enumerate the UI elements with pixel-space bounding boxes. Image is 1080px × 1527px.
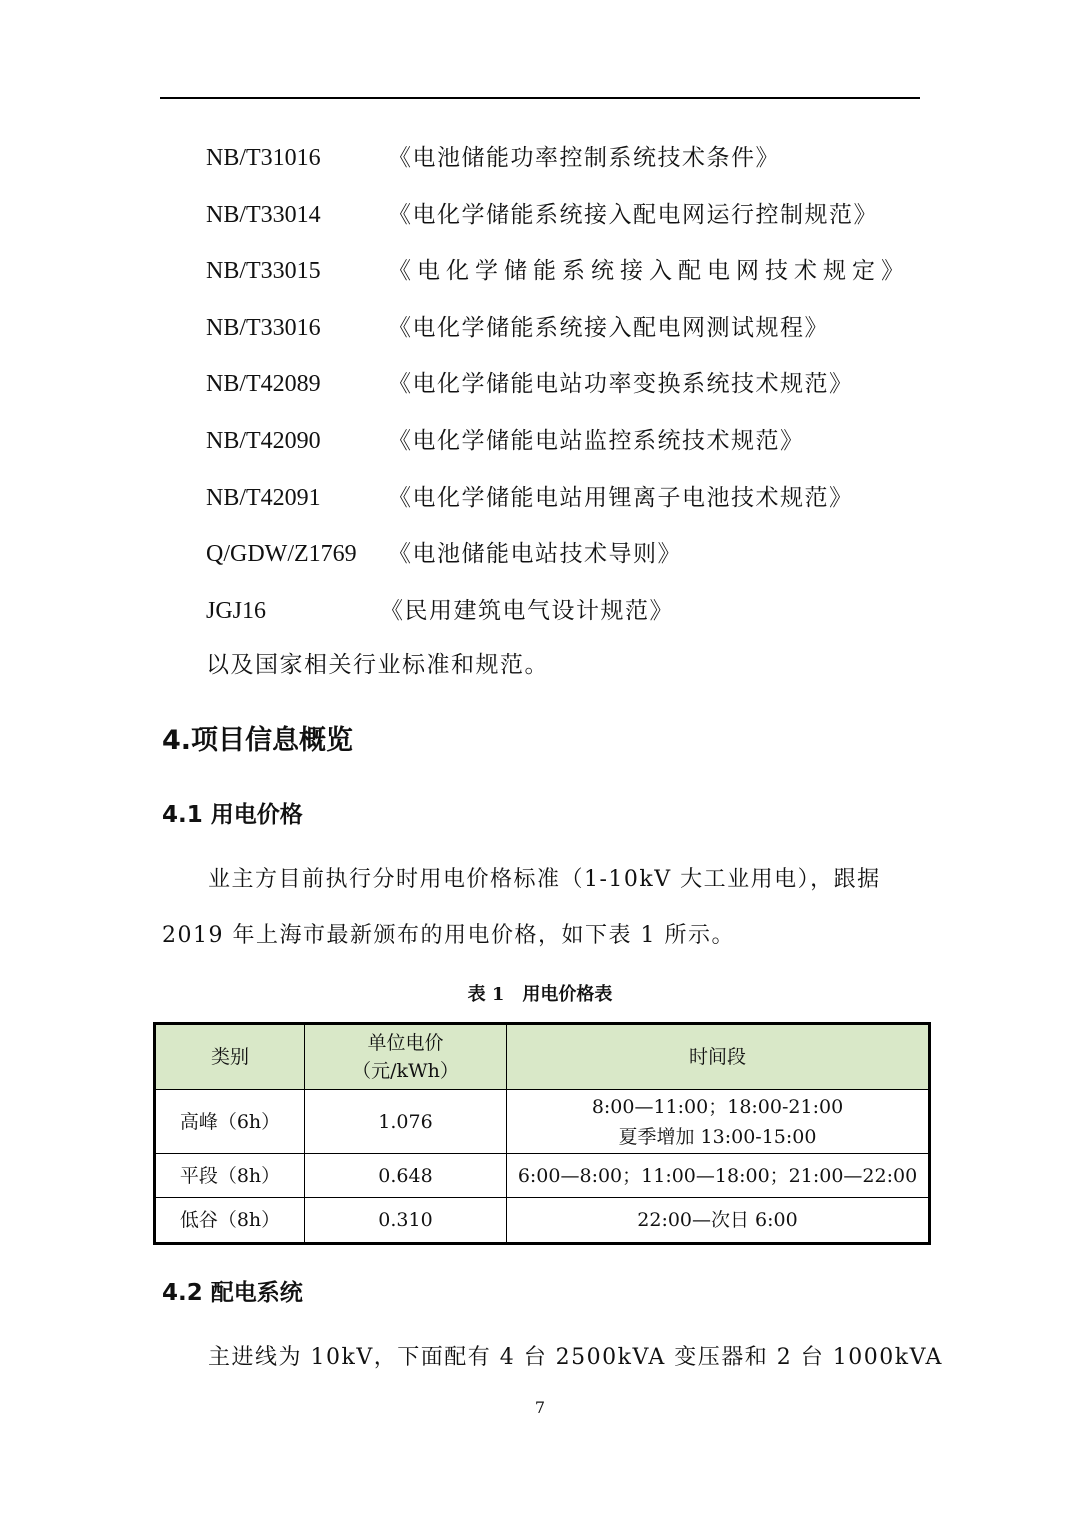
page-number: 7 [534, 1398, 546, 1417]
standard-item [206, 532, 926, 589]
header-category: 类别 [155, 1024, 305, 1090]
standard-title: 《电化学储能电站监控系统技术规范》 [388, 427, 805, 454]
standard-title: 《民用建筑电气设计规范》 [380, 597, 674, 624]
cell-category: 高峰（6h） [155, 1090, 305, 1154]
standard-title: 《电池储能功率控制系统技术条件》 [388, 145, 780, 171]
cell-category: 平段（8h） [155, 1154, 305, 1198]
standard-item [206, 362, 926, 419]
section-heading: 4.项目信息概览 [162, 725, 354, 756]
header-period: 时间段 [507, 1024, 930, 1090]
standard-code: NB/T42090 [206, 427, 321, 454]
standard-title: 《电池储能电站技术导则》 [388, 541, 682, 568]
header-rule [160, 97, 920, 99]
table-header-row [155, 1024, 930, 1090]
standard-code: NB/T42089 [206, 371, 321, 398]
cell-period: 22:00—次日 6:00 [507, 1198, 930, 1244]
standard-code: JGJ16 [206, 597, 267, 624]
standard-title: 《电化学储能系统接入配电网测试规程》 [388, 314, 829, 341]
cell-period: 8:00—11:00；18:00-21:00 夏季增加 13:00-15:00 [507, 1090, 930, 1154]
paragraph-line: 2019 年上海市最新颁布的用电价格，如下表 1 所示。 [162, 923, 735, 948]
standard-item [206, 193, 926, 250]
standard-item [206, 136, 926, 193]
standard-code: NB/T42091 [206, 484, 321, 511]
standard-code: NB/T31016 [206, 145, 321, 171]
standard-title: 《电化学储能电站用锂离子电池技术规范》 [388, 484, 854, 511]
standard-code: NB/T33014 [206, 201, 321, 228]
price-table [153, 1022, 931, 1245]
standard-code: NB/T33016 [206, 314, 321, 341]
cell-price: 1.076 [305, 1090, 507, 1154]
standard-item [206, 306, 926, 363]
cell-period: 6:00—8:00；11:00—18:00；21:00—22:00 [507, 1154, 930, 1198]
table-row [155, 1198, 930, 1244]
standard-title: 《电化学储能系统接入配电网技术规定》 [388, 258, 910, 285]
paragraph-line: 业主方目前执行分时用电价格标准（1-10kV 大工业用电），跟据 [208, 867, 881, 892]
standard-item [206, 249, 926, 306]
standard-title: 《电化学储能系统接入配电网运行控制规范》 [388, 201, 878, 228]
subsection-heading-price: 4.1 用电价格 [162, 802, 303, 828]
paragraph-line: 主进线为 10kV，下面配有 4 台 2500kVA 变压器和 2 台 1000kVA [208, 1345, 943, 1370]
table-row [155, 1154, 930, 1198]
standard-code: Q/GDW/Z1769 [206, 541, 357, 568]
header-price: 单位电价 （元/kWh） [305, 1024, 507, 1090]
standards-tail-text: 以及国家相关行业标准和规范。 [206, 652, 549, 678]
standard-code: NB/T33015 [206, 258, 321, 285]
distribution-paragraph [162, 1330, 943, 1386]
table-caption: 表 1 用电价格表 [467, 984, 613, 1005]
standard-item [206, 476, 926, 533]
standard-item [206, 589, 926, 646]
standards-list [206, 136, 926, 645]
cell-price: 0.310 [305, 1198, 507, 1244]
standard-item [206, 419, 926, 476]
price-paragraph [162, 852, 922, 964]
table-row [155, 1090, 930, 1154]
standard-title: 《电化学储能电站功率变换系统技术规范》 [388, 371, 854, 398]
cell-category: 低谷（8h） [155, 1198, 305, 1244]
subsection-heading-distribution: 4.2 配电系统 [162, 1280, 303, 1306]
cell-price: 0.648 [305, 1154, 507, 1198]
